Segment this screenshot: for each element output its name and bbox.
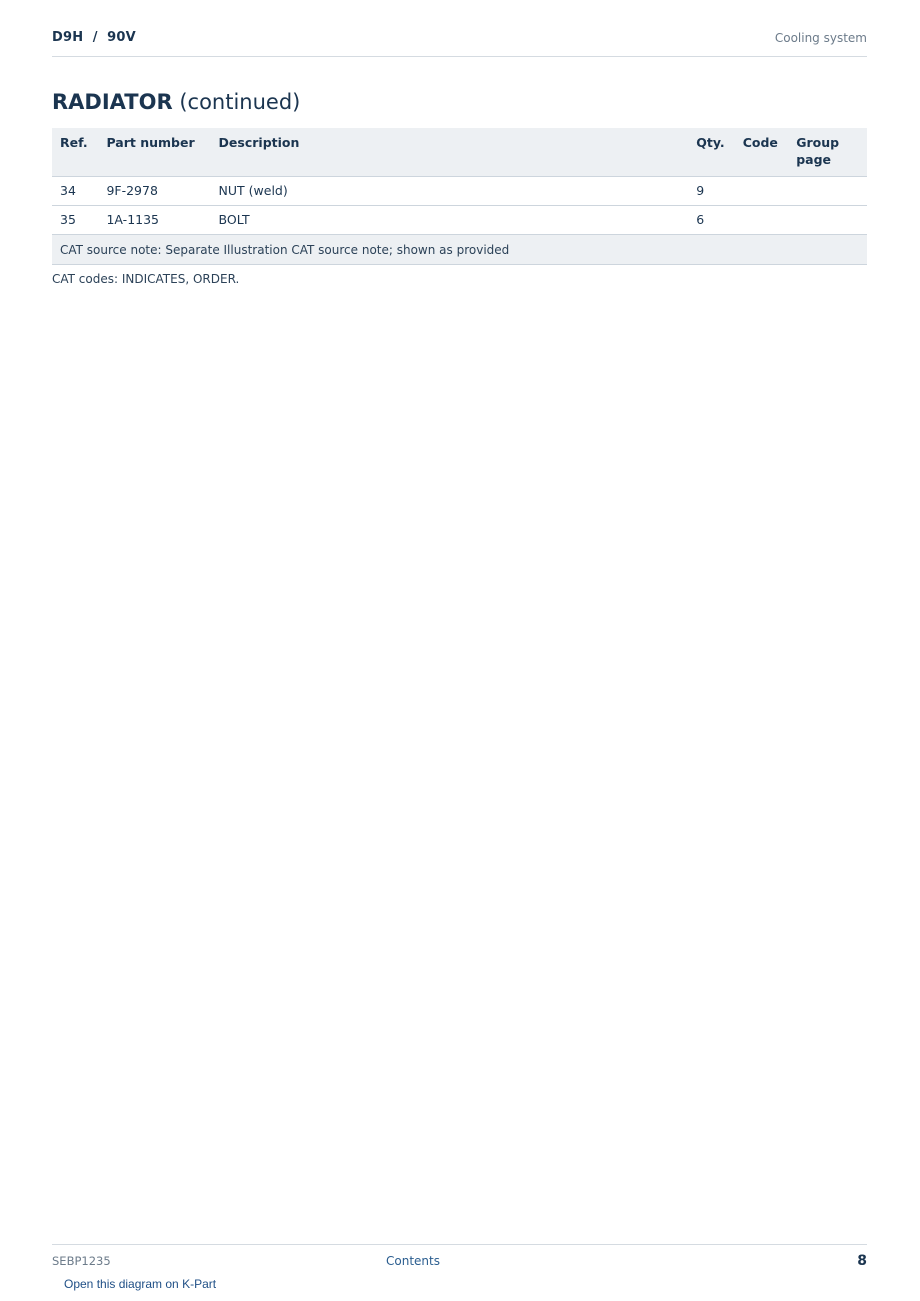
page-footer (52, 1244, 867, 1301)
cell-group-page (788, 177, 867, 206)
page-number: 8 (857, 1253, 867, 1269)
table-row (52, 177, 867, 206)
parts-table (52, 128, 867, 265)
cell-part-number: 1A-1135 (98, 206, 210, 235)
table-note-row (52, 235, 867, 265)
cell-code (735, 177, 789, 206)
machine-model: D9H / 90V (52, 30, 136, 45)
table-header-row (52, 128, 867, 177)
cell-description: NUT (weld) (211, 177, 689, 206)
document-id: SEBP1235 (52, 1254, 111, 1268)
table-row (52, 206, 867, 235)
column-header-group-page: Group page (788, 128, 867, 177)
cell-code (735, 206, 789, 235)
cell-qty: 6 (688, 206, 734, 235)
cell-qty: 9 (688, 177, 734, 206)
cat-codes-note: CAT codes: INDICATES, ORDER. (52, 272, 240, 286)
cell-ref: 35 (52, 206, 98, 235)
page-header (52, 28, 867, 57)
section-name: Cooling system (774, 31, 867, 45)
column-header-qty: Qty. (688, 128, 734, 177)
source-note: CAT source note: Separate Illustration CAT source note; shown as provided (52, 235, 867, 265)
document-page (52, 0, 867, 1300)
contents-link[interactable]: Contents (386, 1254, 440, 1268)
column-header-ref: Ref. (52, 128, 98, 177)
kpart-diagram-link[interactable]: Open this diagram on K-Part (64, 1277, 217, 1291)
column-header-description: Description (211, 128, 689, 177)
column-header-code: Code (735, 128, 789, 177)
cell-description: BOLT (211, 206, 689, 235)
column-header-part-number: Part number (98, 128, 210, 177)
title-main: RADIATOR (52, 90, 173, 114)
title-subtitle: (continued) (179, 90, 301, 114)
cell-part-number: 9F-2978 (98, 177, 210, 206)
cell-ref: 34 (52, 177, 98, 206)
cell-group-page (788, 206, 867, 235)
page-title (52, 90, 300, 114)
